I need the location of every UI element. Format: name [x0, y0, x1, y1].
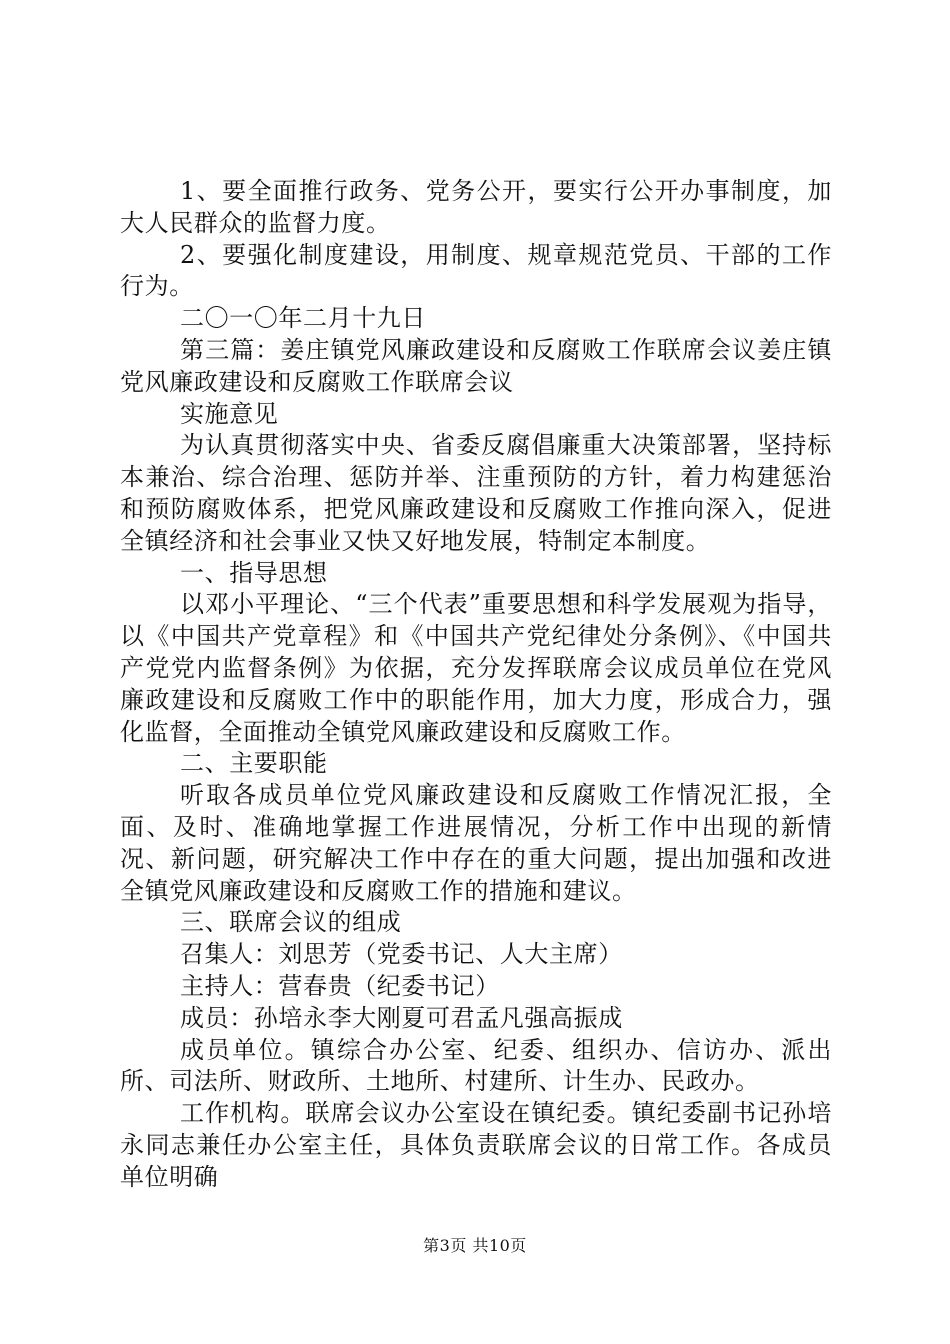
- paragraph-section-title: 第三篇：姜庄镇党风廉政建设和反腐败工作联席会议姜庄镇党风廉政建设和反腐败工作联席会议: [120, 335, 832, 396]
- paragraph-guiding-thought: 以邓小平理论、“三个代表”重要思想和科学发展观为指导，以《中国共产党章程》和《中国共产党纪律处分条例》、《中国共产党党内监督条例》为依据，充分发挥联席会议成员单位在党风廉政建设和反腐败工作中的职能作用，加大力度，形成合力，强化监督，全面推动全镇党风廉政建设和反腐败工作。: [120, 590, 832, 746]
- paragraph-members: 成员：孙培永李大刚夏可君孟凡强高振成: [180, 1003, 623, 1032]
- heading-guiding-thought: 一、指导思想: [180, 558, 328, 587]
- heading-main-functions: 二、主要职能: [180, 749, 328, 778]
- paragraph-2: 2、要强化制度建设，用制度、规章规范党员、干部的工作行为。: [120, 240, 832, 301]
- paragraph-main-functions: 听取各成员单位党风廉政建设和反腐败工作情况汇报，全面、及时、准确地掌握工作进展情况，分析工作中出现的新情况、新问题，研究解决工作中存在的重大问题，提出加强和改进全镇党风廉政建设和反腐败工作的措施和建议。: [120, 781, 832, 905]
- paragraph-subtitle: 实施意见: [180, 399, 279, 428]
- document-body: [120, 176, 832, 1194]
- page-number-footer: 第3页 共10页: [423, 1236, 527, 1255]
- paragraph-convener: 召集人：刘思芳（党委书记、人大主席）: [180, 940, 623, 969]
- paragraph-intro: 为认真贯彻落实中央、省委反腐倡廉重大决策部署，坚持标本兼治、综合治理、惩防并举、注重预防的方针，着力构建惩治和预防腐败体系，把党风廉政建设和反腐败工作推向深入，促进全镇经济和社会事业又快又好地发展，特制定本制度。: [120, 431, 832, 555]
- paragraph-date: 二〇一〇年二月十九日: [180, 304, 426, 333]
- paragraph-member-units: 成员单位。镇综合办公室、纪委、组织办、信访办、派出所、司法所、财政所、土地所、村建所、计生办、民政办。: [120, 1035, 832, 1096]
- paragraph-working-body: 工作机构。联席会议办公室设在镇纪委。镇纪委副书记孙培永同志兼任办公室主任，具体负责联席会议的日常工作。各成员单位明确: [120, 1099, 832, 1191]
- paragraph-1: 1、要全面推行政务、党务公开，要实行公开办事制度，加大人民群众的监督力度。: [120, 177, 832, 237]
- paragraph-host: 主持人：营春贵（纪委书记）: [180, 971, 500, 1000]
- heading-composition: 三、联席会议的组成: [180, 908, 402, 937]
